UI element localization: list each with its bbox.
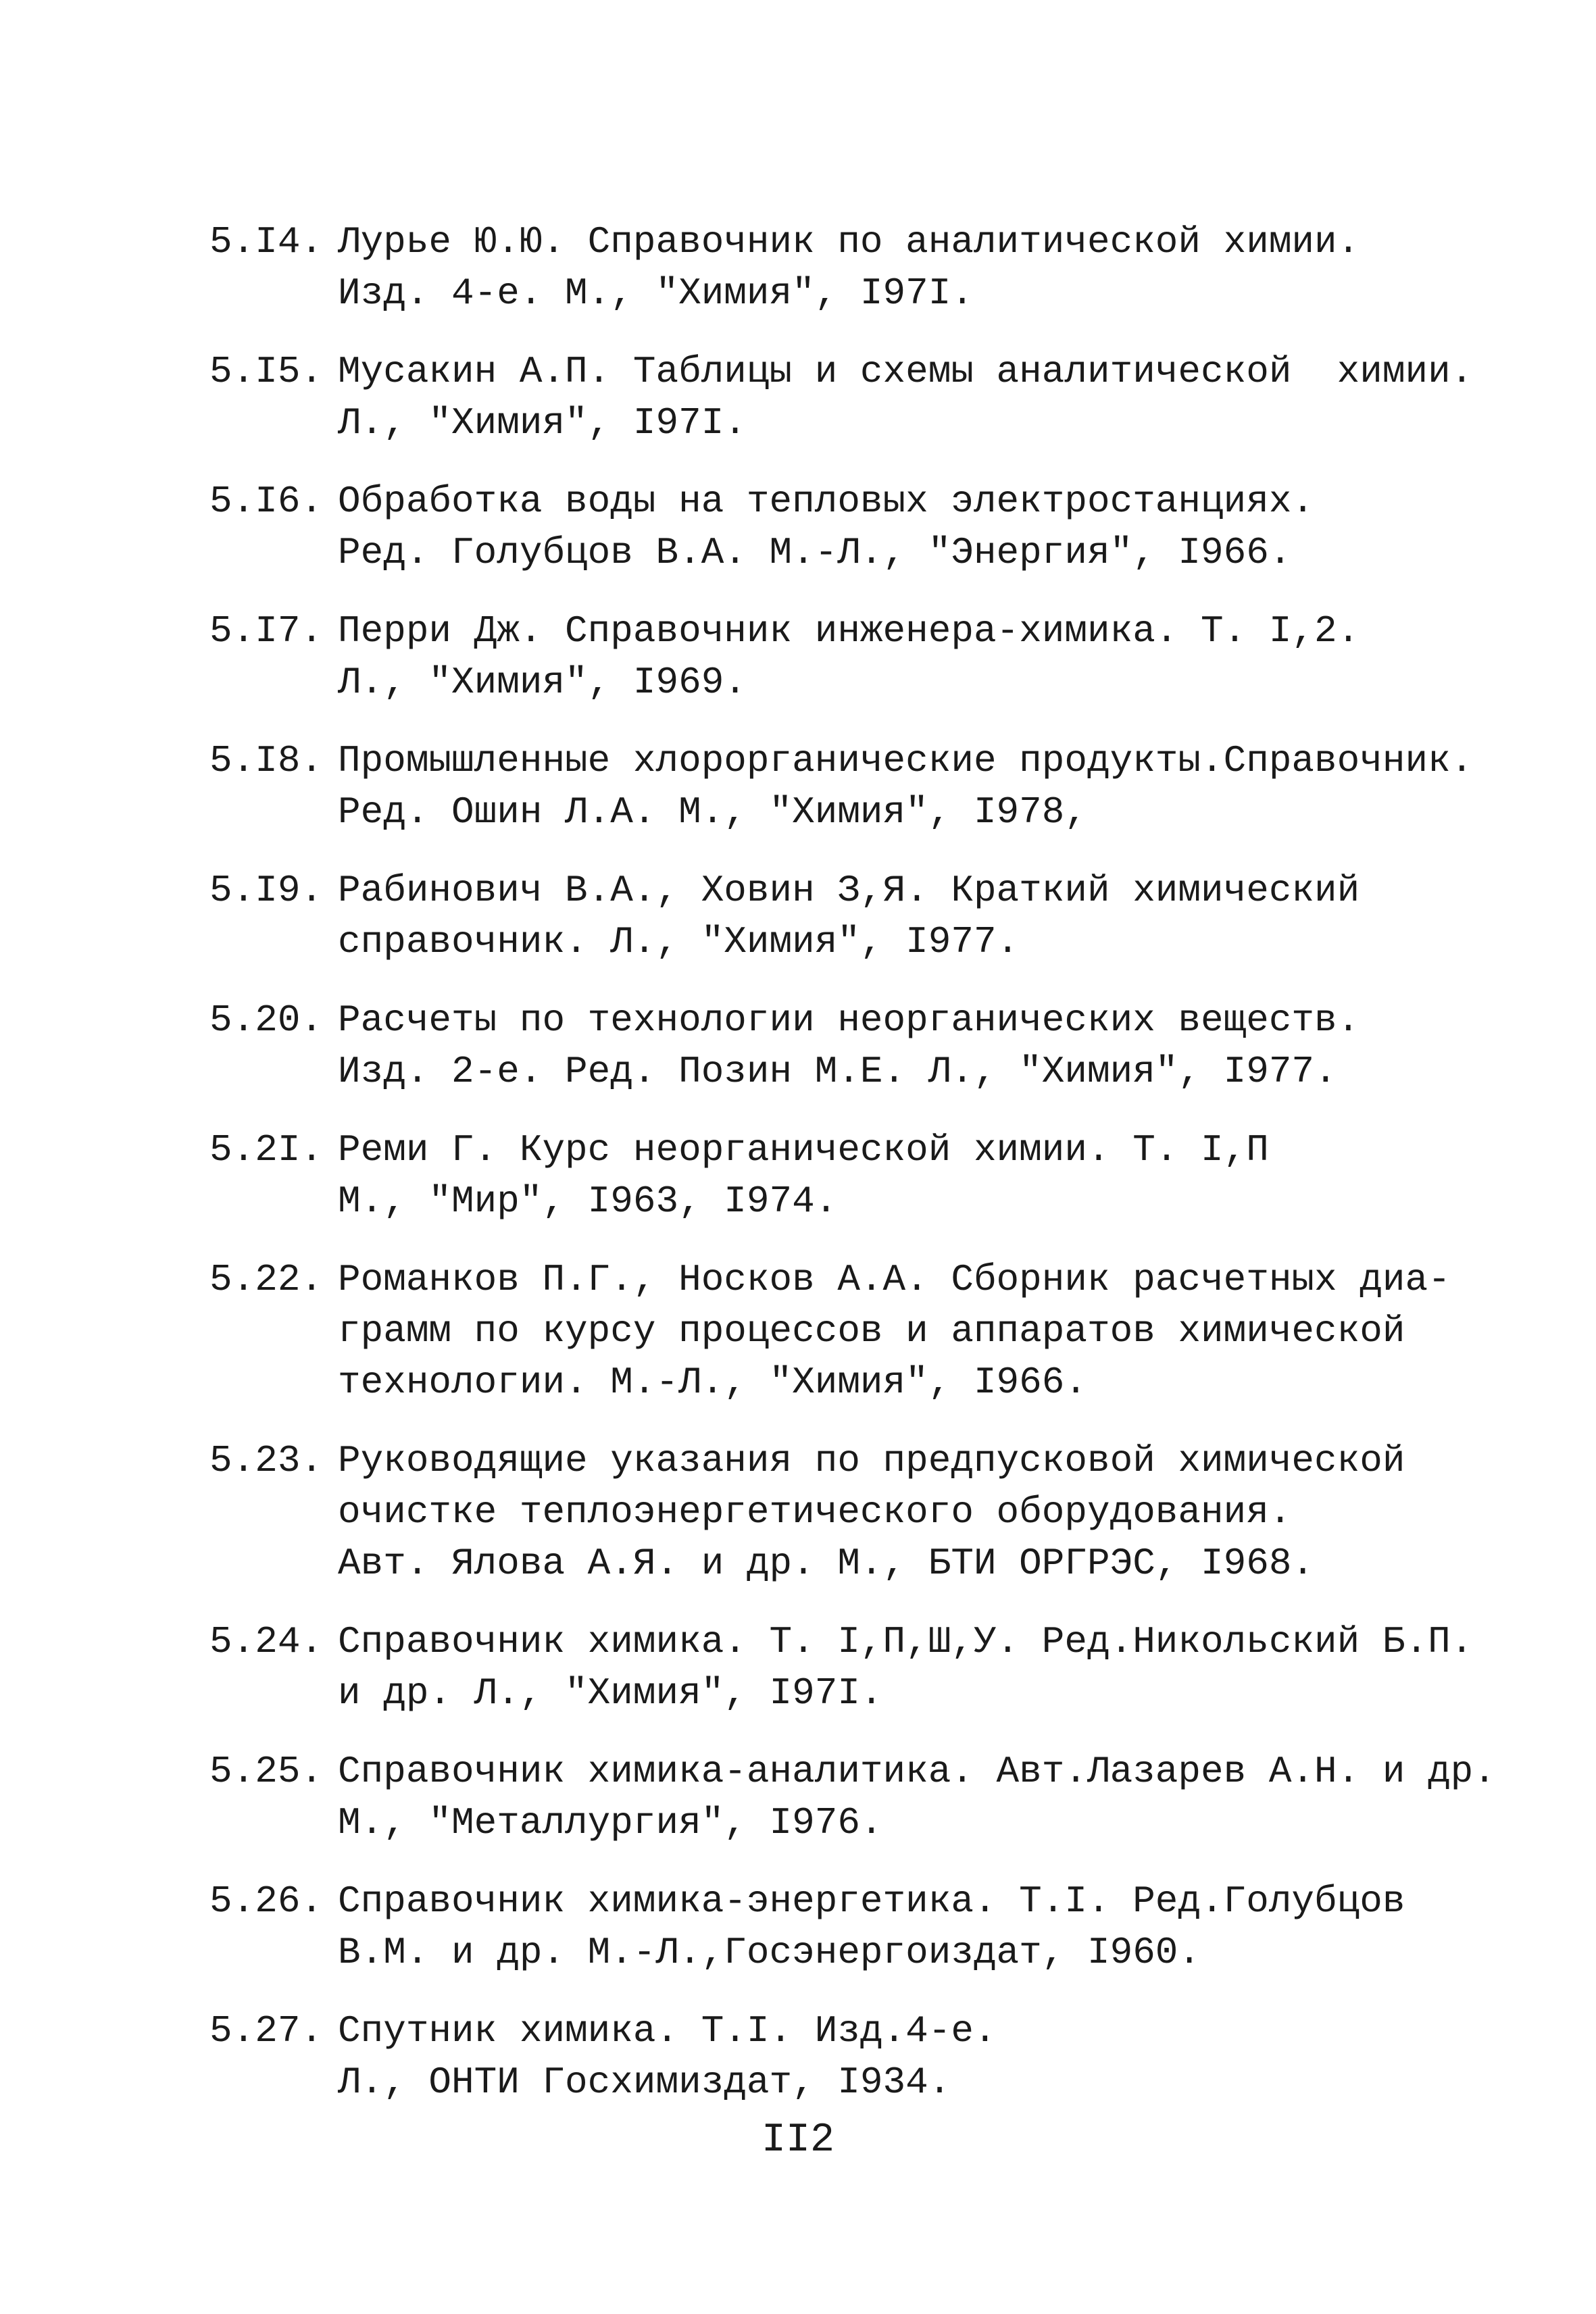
reference-text: [338, 2005, 1527, 2108]
reference-line: Промышленные хлорорганические продукты.Справочник.: [338, 739, 1474, 782]
reference-line: технологии. М.-Л., "Химия", I966.: [338, 1361, 1087, 1404]
reference-text: [338, 1616, 1527, 1719]
reference-line: Романков П.Г., Носков А.А. Сборник расчетных диа-: [338, 1258, 1451, 1301]
reference-text: [338, 1124, 1527, 1227]
reference-line: В.М. и др. М.-Л.,Госэнергоиздат, I960.: [338, 1931, 1201, 1974]
reference-item: [209, 346, 1527, 449]
reference-text: [338, 735, 1527, 838]
reference-text: [338, 1746, 1527, 1848]
reference-line: очистке теплоэнергетического оборудования.: [338, 1490, 1292, 1534]
reference-item: [209, 216, 1527, 319]
reference-item: [209, 1124, 1527, 1227]
reference-text: [338, 1435, 1527, 1589]
reference-number: 5.27.: [209, 2009, 324, 2053]
reference-number: 5.2I.: [209, 1128, 324, 1172]
reference-line: М., "Металлургия", I976.: [338, 1801, 883, 1844]
reference-number: 5.I6.: [209, 480, 324, 523]
reference-item: [209, 735, 1527, 838]
reference-line: Л., ОНТИ Госхимиздат, I934.: [338, 2061, 951, 2104]
reference-line: Справочник химика-энергетика. Т.I. Ред.Голубцов: [338, 1880, 1405, 1923]
reference-item: [209, 1616, 1527, 1719]
reference-number: 5.I7.: [209, 609, 324, 653]
reference-number: 5.I8.: [209, 739, 324, 782]
reference-text: [338, 346, 1527, 449]
reference-line: и др. Л., "Химия", I97I.: [338, 1671, 883, 1715]
reference-item: [209, 1876, 1527, 1978]
reference-number: 5.20.: [209, 999, 324, 1042]
reference-line: Справочник химика. Т. I,П,Ш,У. Ред.Никольский Б.П.: [338, 1620, 1474, 1663]
reference-item: [209, 605, 1527, 708]
reference-line: Руководящие указания по предпусковой химической: [338, 1439, 1405, 1482]
reference-line: Изд. 4-е. М., "Химия", I97I.: [338, 272, 974, 315]
reference-number: 5.I4.: [209, 220, 324, 263]
reference-text: [338, 865, 1527, 967]
reference-item: [209, 476, 1527, 578]
reference-line: Обработка воды на тепловых электростанциях.: [338, 480, 1315, 523]
reference-line: Реми Г. Курс неорганической химии. Т. I,П: [338, 1128, 1269, 1172]
reference-line: Л., "Химия", I97I.: [338, 401, 747, 445]
reference-line: Перри Дж. Справочник инженера-химика. Т. I,2.: [338, 609, 1360, 653]
reference-item: [209, 1435, 1527, 1589]
reference-text: [338, 476, 1527, 578]
reference-number: 5.26.: [209, 1880, 324, 1923]
reference-number: 5.I5.: [209, 350, 324, 393]
reference-line: Ред. Голубцов В.А. М.-Л., "Энергия", I966.: [338, 531, 1292, 574]
reference-line: Справочник химика-аналитика. Авт.Лазарев А.Н. и др.: [338, 1750, 1496, 1793]
reference-item: [209, 1746, 1527, 1848]
reference-number: 5.24.: [209, 1620, 324, 1663]
reference-line: Л., "Химия", I969.: [338, 661, 747, 704]
reference-line: Ред. Ошин Л.А. М., "Химия", I978,: [338, 790, 1087, 834]
reference-text: [338, 1876, 1527, 1978]
reference-list: [209, 216, 1527, 2135]
reference-item: [209, 865, 1527, 967]
reference-text: [338, 216, 1527, 319]
reference-line: Спутник химика. Т.I. Изд.4-е.: [338, 2009, 997, 2053]
reference-text: [338, 1254, 1527, 1408]
reference-line: справочник. Л., "Химия", I977.: [338, 920, 1020, 963]
reference-item: [209, 2005, 1527, 2108]
reference-line: Расчеты по технологии неорганических веществ.: [338, 999, 1360, 1042]
reference-line: Рабинович В.А., Ховин З,Я. Краткий химический: [338, 869, 1360, 912]
reference-number: 5.I9.: [209, 869, 324, 912]
reference-line: Мусакин А.П. Таблицы и схемы аналитической химии.: [338, 350, 1474, 393]
reference-number: 5.25.: [209, 1750, 324, 1793]
reference-line: грамм по курсу процессов и аппаратов химической: [338, 1309, 1405, 1353]
reference-line: Авт. Ялова А.Я. и др. М., БТИ ОРГРЭС, I968.: [338, 1542, 1315, 1585]
reference-line: М., "Мир", I963, I974.: [338, 1180, 838, 1223]
reference-number: 5.23.: [209, 1439, 324, 1482]
reference-text: [338, 605, 1527, 708]
reference-item: [209, 1254, 1527, 1408]
reference-item: [209, 995, 1527, 1097]
reference-line: Изд. 2-е. Ред. Позин М.Е. Л., "Химия", I977.: [338, 1050, 1337, 1093]
reference-number: 5.22.: [209, 1258, 324, 1301]
page-number: II2: [761, 2117, 835, 2163]
reference-line: Лурье Ю.Ю. Справочник по аналитической химии.: [338, 220, 1360, 263]
reference-text: [338, 995, 1527, 1097]
